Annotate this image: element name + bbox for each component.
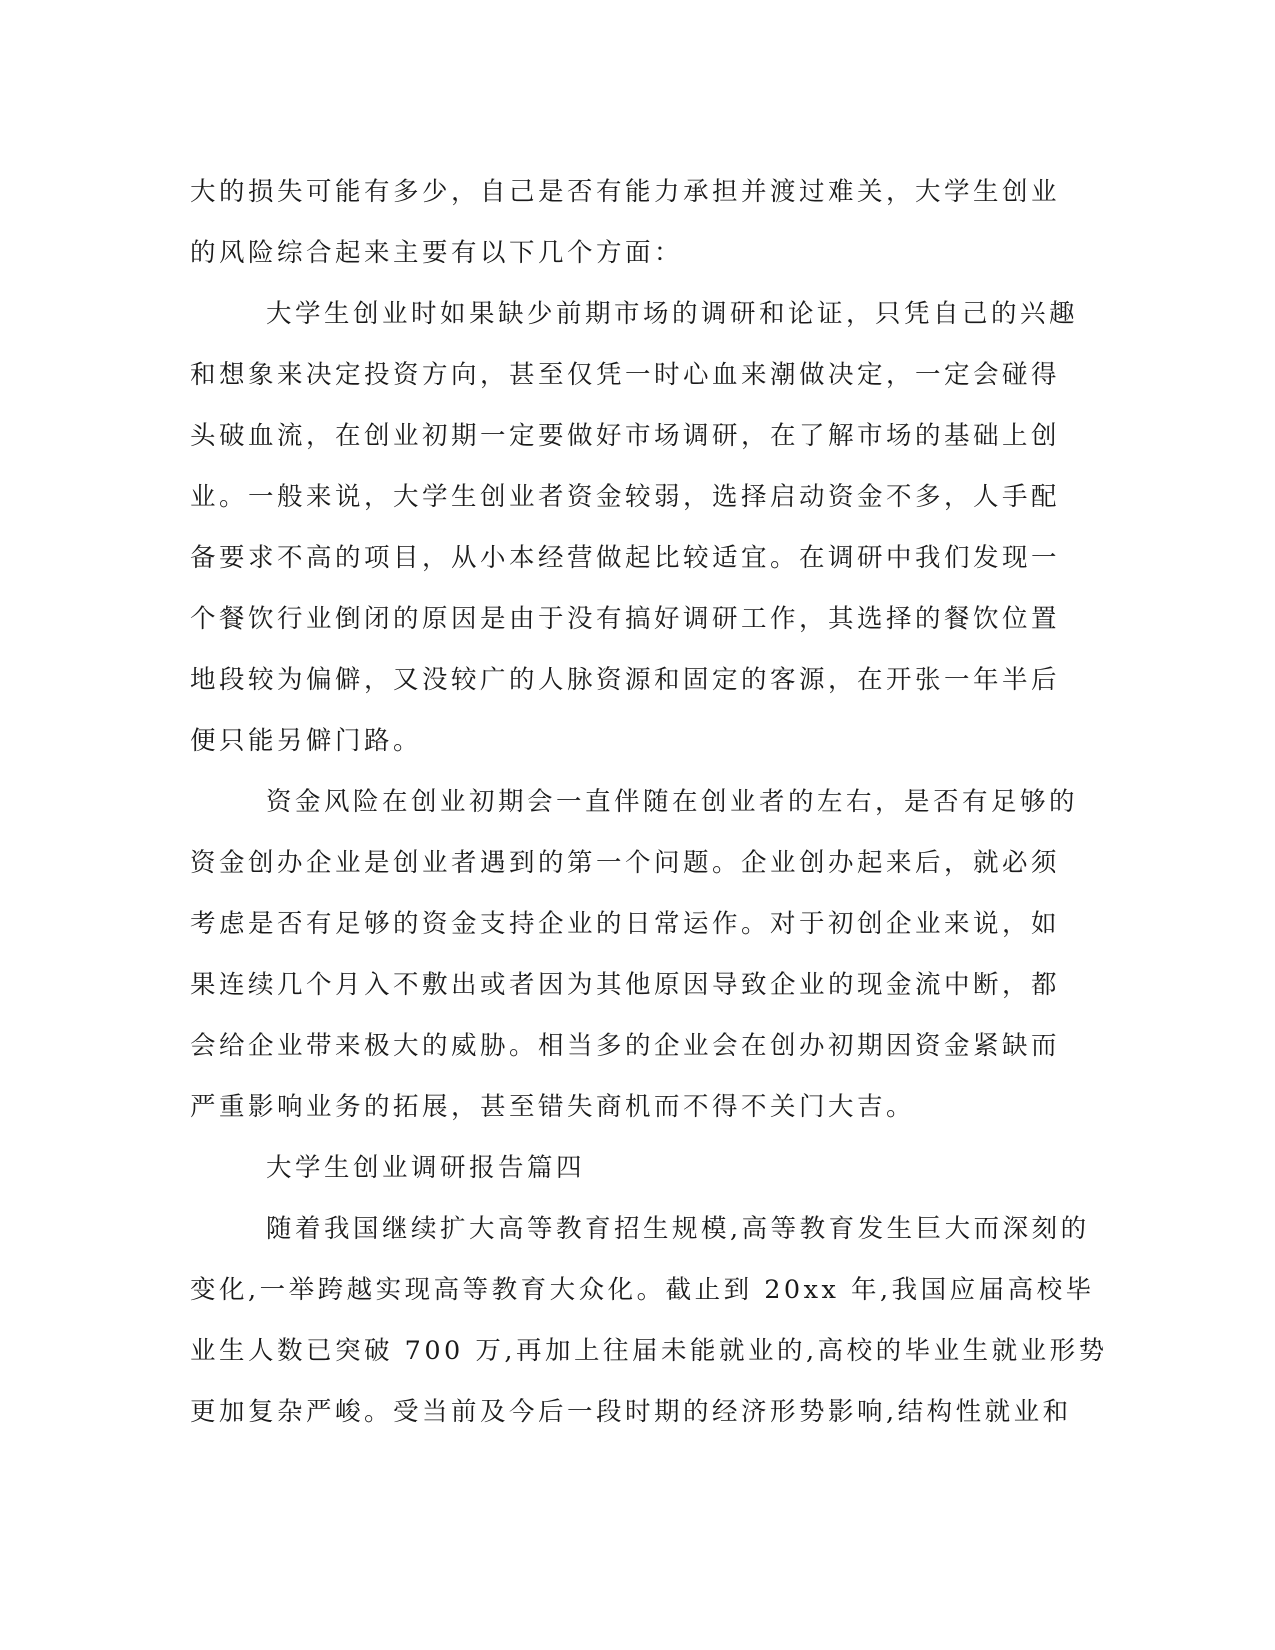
text-line: 地段较为偏僻，又没较广的人脉资源和固定的客源，在开张一年半后	[190, 665, 1061, 695]
body-text	[190, 162, 1108, 1443]
text-line: 业。一般来说，大学生创业者资金较弱，选择启动资金不多，人手配	[190, 482, 1061, 512]
text-line: 会给企业带来极大的威胁。相当多的企业会在创办初期因资金紧缺而	[190, 1031, 1061, 1061]
section-heading: 大学生创业调研报告篇四	[266, 1153, 586, 1183]
text-line: 大学生创业时如果缺少前期市场的调研和论证，只凭自己的兴趣	[266, 299, 1079, 329]
text-line: 随着我国继续扩大高等教育招生规模,高等教育发生巨大而深刻的	[266, 1214, 1090, 1244]
text-line: 备要求不高的项目，从小本经营做起比较适宜。在调研中我们发现一	[190, 543, 1061, 573]
text-line: 资金创办企业是创业者遇到的第一个问题。企业创办起来后，就必须	[190, 848, 1061, 878]
text-line: 业生人数已突破 700 万,再加上往届未能就业的,高校的毕业生就业形势	[190, 1336, 1108, 1366]
text-line: 头破血流，在创业初期一定要做好市场调研，在了解市场的基础上创	[190, 421, 1061, 451]
text-line: 更加复杂严峻。受当前及今后一段时期的经济形势影响,结构性就业和	[190, 1397, 1072, 1427]
text-line: 大的损失可能有多少，自己是否有能力承担并渡过难关，大学生创业	[190, 177, 1061, 207]
text-line: 考虑是否有足够的资金支持企业的日常运作。对于初创企业来说，如	[190, 909, 1061, 939]
text-line: 果连续几个月入不敷出或者因为其他原因导致企业的现金流中断，都	[190, 970, 1061, 1000]
text-line: 资金风险在创业初期会一直伴随在创业者的左右，是否有足够的	[266, 787, 1079, 817]
text-line: 和想象来决定投资方向，甚至仅凭一时心血来潮做决定，一定会碰得	[190, 360, 1061, 390]
text-line: 便只能另僻门路。	[190, 726, 423, 756]
text-line: 个餐饮行业倒闭的原因是由于没有搞好调研工作，其选择的餐饮位置	[190, 604, 1061, 634]
text-line: 变化,一举跨越实现高等教育大众化。截止到 20xx 年,我国应届高校毕	[190, 1275, 1095, 1305]
text-line: 严重影响业务的拓展，甚至错失商机而不得不关门大吉。	[190, 1092, 916, 1122]
text-line: 的风险综合起来主要有以下几个方面：	[190, 238, 684, 268]
